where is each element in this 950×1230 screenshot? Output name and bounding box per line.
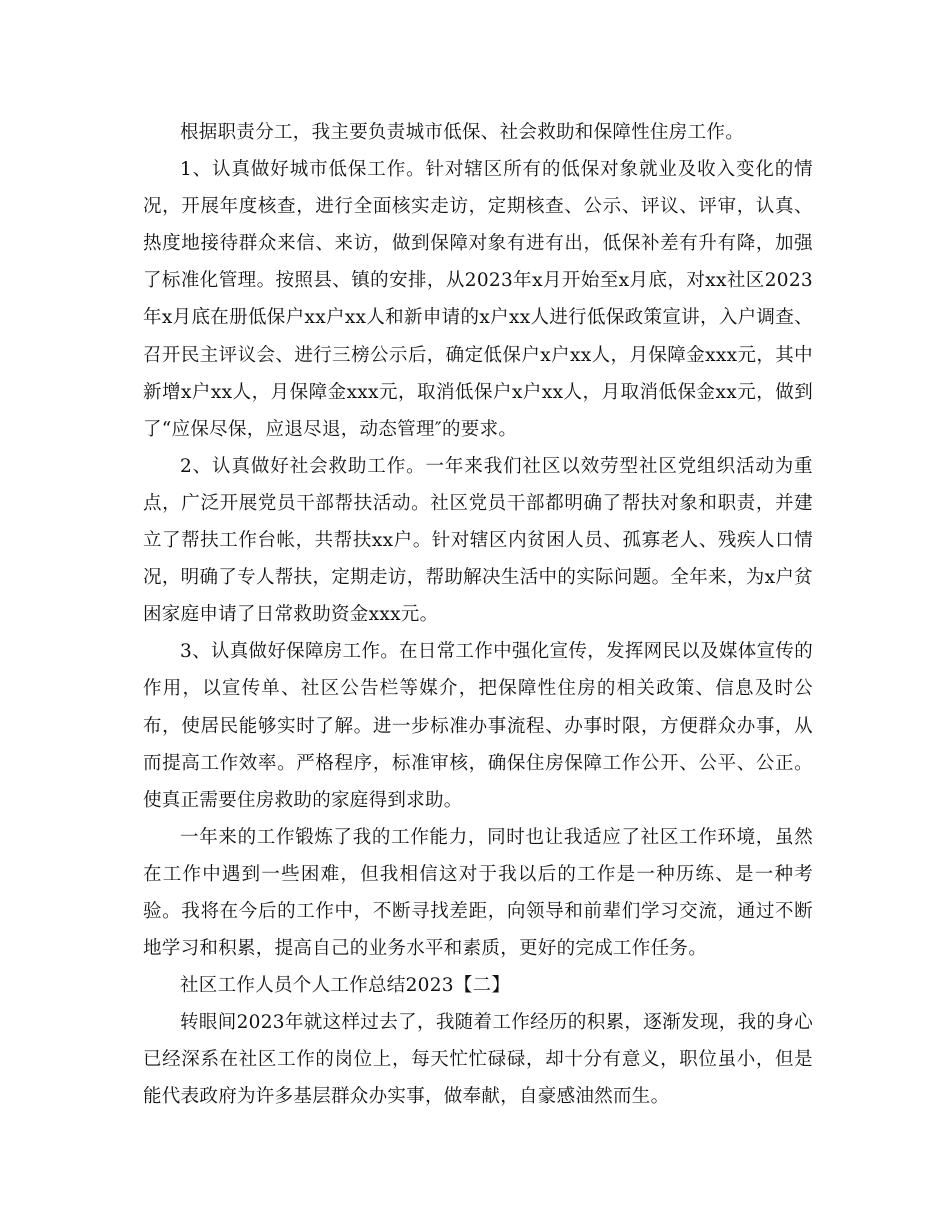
paragraph-social-assistance: 2、认真做好社会救助工作。一年来我们社区以效劳型社区党组织活动为重点，广泛开展党员干部帮扶活动。社区党员干部都明确了帮扶对象和职责，并建立了帮扶工作台帐，共帮扶xx户。针对辖区内贫困人员、孤寡老人、残疾人口情况，明确了专人帮扶，定期走访，帮助解决生活中的实际问题。全年来，为x户贫困家庭申请了日常救助资金xxx元。 bbox=[143, 455, 813, 626]
paragraph-section-two-intro: 转眼间2023年就这样过去了，我随着工作经历的积累，逐渐发现，我的身心已经深系在社区工作的岗位上，每天忙忙碌碌，却十分有意义，职位虽小，但是能代表政府为许多基层群众办实事，做奉献，自豪感油然而生。 bbox=[143, 1012, 813, 1108]
section-heading-two: 社区工作人员个人工作总结2023【二】 bbox=[180, 975, 511, 997]
paragraph-year-summary: 一年来的工作锻炼了我的工作能力，同时也让我适应了社区工作环境，虽然在工作中遇到一些困难，但我相信这对于我以后的工作是一种历练、是一种考验。我将在今后的工作中，不断寻找差距，向领导和前辈们学习交流，通过不断地学习和积累，提高自己的业务水平和素质，更好的完成工作任务。 bbox=[143, 826, 813, 960]
paragraph-intro: 根据职责分工，我主要负责城市低保、社会救助和保障性住房工作。 bbox=[180, 122, 745, 143]
paragraph-low-income-work: 1、认真做好城市低保工作。针对辖区所有的低保对象就业及收入变化的情况，开展年度核查，进行全面核实走访，定期核查、公示、评议、评审，认真、热度地接待群众来信、来访，做到保障对象有进有出，低保补差有升有降，加强了标准化管理。按照县、镇的安排，从2023年x月开始至x月底，对xx社区2023年x月底在册低保户xx户xx人和新申请的x户xx人进行低保政策宣讲，入户调查、召开民主评议会、进行三榜公示后，确定低保户x户xx人，月保障金xxx元，其中新增x户xx人，月保障金xxx元，取消低保户x户xx人，月取消低保金xx元，做到了“应保尽保，应退尽退，动态管理″的要求。 bbox=[143, 159, 813, 440]
document-body bbox=[143, 114, 813, 1116]
paragraph-housing-work: 3、认真做好保障房工作。在日常工作中强化宣传，发挥网民以及媒体宣传的作用，以宣传单、社区公告栏等媒介，把保障性住房的相关政策、信息及时公布，使居民能够实时了解。进一步标准办事流程、办事时限，方便群众办事，从而提高工作效率。严格程序，标准审核，确保住房保障工作公开、公平、公正。使真正需要住房救助的家庭得到求助。 bbox=[143, 641, 813, 811]
